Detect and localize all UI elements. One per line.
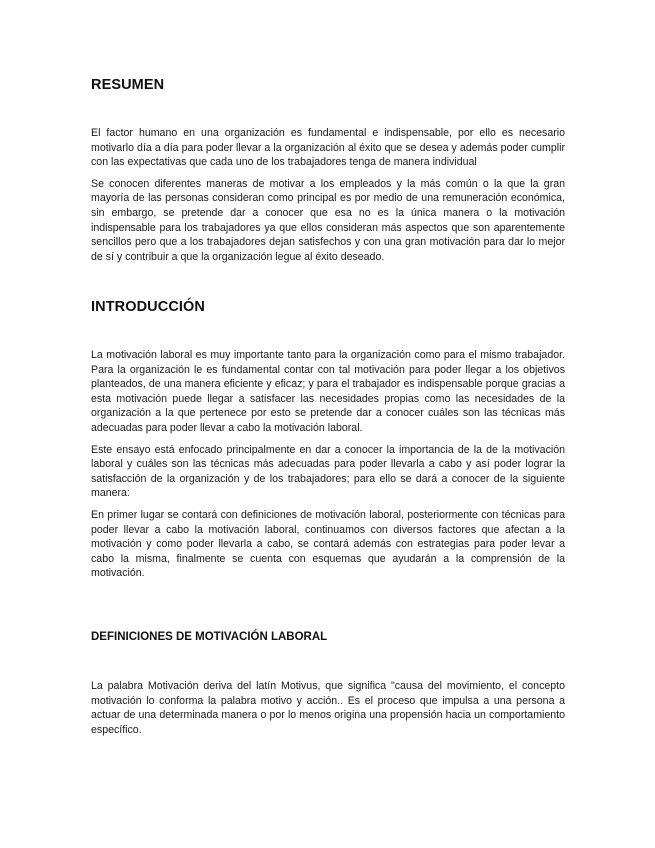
resumen-paragraph-1: El factor humano en una organización es fundamental e indispensable, por ello es necesario motivarlo día a día para poder llevar a la organización al éxito que se desea y además poder cumplir con las expectativas que cada uno de los trabajadores tenga de manera individual: [91, 127, 565, 169]
resumen-paragraph-2: Se conocen diferentes maneras de motivar a los empleados y la más común o la que la gran mayoría de las personas consideran como principal es por medio de una remuneración económica, sin embargo, se pretende dar a conocer que esa no es la única manera o la motivación indispensable para los trabajadores ya que ellos consideran más aspectos que son aparentemente sencillos pero que a los trabajadores dejan satisfechos y con una gran motivación para dar lo mejor de sí y contribuir a que la organización legue al éxito deseado.: [91, 177, 565, 263]
introduccion-body: [91, 348, 565, 581]
introduccion-heading: INTRODUCCIÓN: [91, 299, 205, 315]
definiciones-body: [91, 679, 565, 737]
introduccion-paragraph-2: Este ensayo está enfocado principalmente en dar a conocer la importancia de la de la motivación laboral y cuáles son las técnicas más adecuadas para poder llevarla a cabo y así poder lograr la satisfacción de la organización y de los trabajadores; para ello se dará a conocer de la siguiente manera:: [91, 443, 565, 500]
introduccion-paragraph-3: En primer lugar se contará con definiciones de motivación laboral, posteriormente con técnicas para poder llevar a cabo la motivación laboral, continuamos con diversos factores que afectan a la motivación y como poder llevarla a cabo, se contará además con estrategias para poder levar a cabo la misma, finalmente se cuenta con esquemas que ayudarán a la comprensión de la motivación.: [91, 508, 565, 580]
resumen-body: [91, 126, 565, 264]
definiciones-paragraph-1: La palabra Motivación deriva del latín Motivus, que significa "causa del movimiento, el concepto motivación lo conforma la palabra motivo y acción.. Es el proceso que impulsa a una persona a actuar de una determinada manera o por lo menos origina una propensión hacia un comportamiento específico.: [91, 680, 565, 736]
introduccion-paragraph-1: La motivación laboral es muy importante tanto para la organización como para el mismo trabajador. Para la organización le es fundamental contar con tal motivación para poder llegar a los objetivos planteados, de una manera eficiente y eficaz; y para el trabajador es indispensable porque gracias a esta motivación puede llegar a satisfacer las necesidades propias como las necesidades de la organización a la que pertenece por esto se pretende dar a conocer cuáles son las técnicas más adecuadas para poder llevar a cabo la motivación laboral.: [91, 349, 565, 434]
resumen-heading: RESUMEN: [91, 77, 165, 93]
definiciones-heading: DEFINICIONES DE MOTIVACIÓN LABORAL: [91, 631, 328, 643]
